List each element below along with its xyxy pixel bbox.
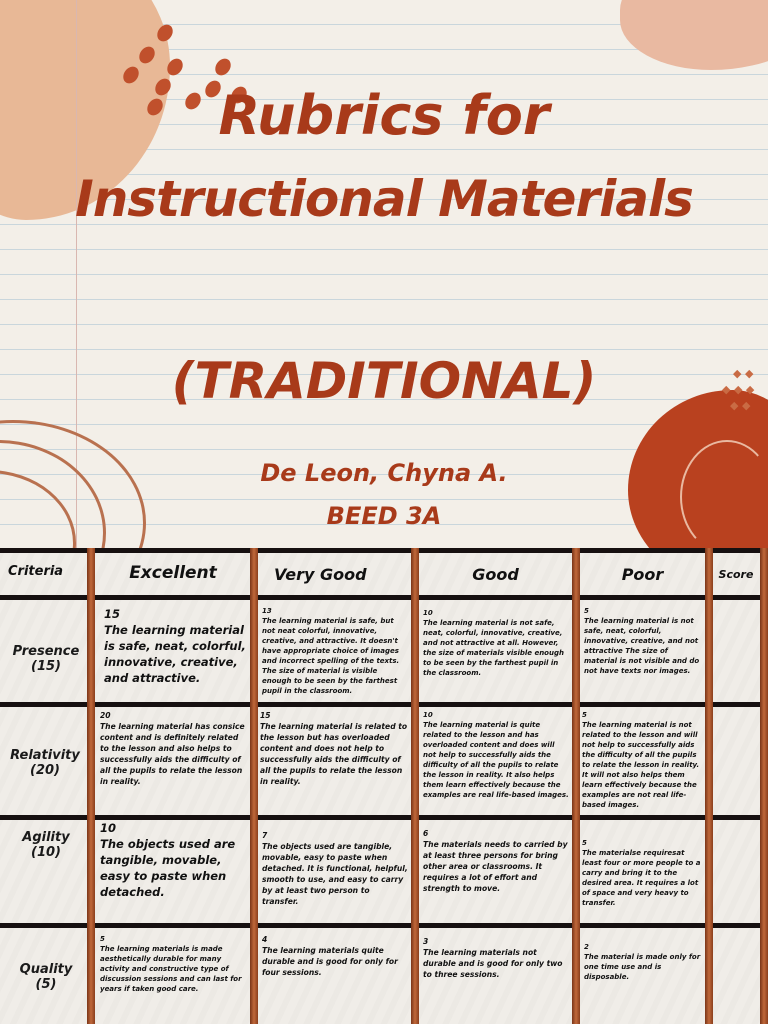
good-cell [423,828,569,894]
cell-description: The learning material is safe, neat, colorful, innovative, creative, and attractive. [104,623,246,685]
decorative-sparkle: ◆ ◆ [730,399,751,412]
cell-description: The learning material is quite related to the lesson and has overloaded content and does will not help to successfully aids the difficulty of all the pupils to relate the lesson in reality. It also helps them learn effectively because the examples are real life-based images. [423,721,569,799]
poor-cell [584,606,702,676]
poor-cell [582,838,703,908]
score-value: 2 [584,943,589,951]
very-good-cell [260,710,408,787]
poor-cell [582,710,703,810]
author-section: BEED 3A [326,502,442,530]
excellent-cell [100,710,248,787]
criteria-relativity [4,748,86,778]
table-rule [0,702,768,707]
cell-description: The learning material has consice content and is definitely related to the lesson and also helps to successfully aids the difficulty of all the pupils to relate the lesson in reality. [100,722,245,786]
cell-description: The learning material is related to the lesson but has overloaded content and does not help to successfully aids the difficulty of all the pupils to relate the lesson in reality. [260,722,408,786]
criteria-label: Agility [22,830,70,845]
table-column-divider [87,548,95,1024]
rubric-table [0,548,768,1024]
excellent-cell [104,606,248,686]
decorative-blob-top-right [620,0,768,70]
table-column-divider [572,548,580,1024]
very-good-cell [262,934,402,978]
score-value: 10 [423,711,433,719]
score-value: 6 [423,829,429,838]
good-cell [423,936,569,980]
header-poor: Poor [621,565,664,584]
cell-description: The objects used are tangible, movable, easy to paste when detached. [100,837,236,899]
cell-description: The learning material is not related to the lesson and will not help to successfully aids the difficulty of all the pupils to relate the lesson in reality. It will not also helps them learn effectively because the examples are not real life-based images. [582,721,700,809]
score-value: 10 [423,609,433,617]
good-cell [423,710,569,800]
header-score: Score [718,568,754,581]
excellent-cell [100,934,248,994]
criteria-presence [6,644,86,674]
excellent-cell [100,820,248,900]
page-title-line-1: Rubrics for [218,84,550,147]
cell-description: The learning materials quite durable and is good for only for four sessions. [262,946,398,977]
criteria-points: (15) [31,659,61,674]
decorative-dot [212,56,234,79]
criteria-label: Relativity [10,748,80,763]
cell-description: The materials needs to carried by at least three persons for bring other area or classrooms. It requires a lot of effort and strength to move. [423,840,568,893]
cell-description: The learning material is not safe, neat, colorful, innovative, creative, and not attractive at all. However, the size of materials visible enough to be seen by the farthest pupil in the classroom. [423,619,564,677]
table-column-divider [411,548,419,1024]
decorative-sparkle: ◆ ◆ ◆ [722,383,755,396]
criteria-points: (20) [30,763,60,778]
score-value: 15 [104,607,121,621]
cell-description: The learning material is not safe, neat, colorful, innovative, creative, and not attractive The size of material is not visible and do not have texts nor images. [584,617,700,675]
score-value: 13 [262,607,272,615]
score-value: 15 [260,711,271,720]
header-very-good: Very Good [274,565,367,584]
very-good-cell [262,606,408,696]
very-good-cell [262,830,408,907]
cell-description: The learning material is safe, but not neat colorful, innovative, creative, and attractive. It doesn't have appropriate choice of images and incorrect spelling of the texts. The size of material is visible enough to be seen by the farthest pupil in the classroom. [262,617,400,695]
good-cell [423,608,569,678]
score-value: 7 [262,831,268,840]
criteria-label: Quality [19,962,73,977]
score-value: 5 [584,607,589,615]
table-rule [0,923,768,928]
decorative-sparkle: ◆ ◆ [733,367,754,380]
score-value: 4 [262,935,268,944]
page-subtitle: (TRADITIONAL) [171,352,597,410]
table-column-divider [705,548,713,1024]
header-excellent: Excellent [129,563,217,583]
criteria-points: (10) [31,845,61,860]
cell-description: The materialse requiresat least four or more people to a carry and bring it to the desired area. It requires a lot of space and very heavy to transfer. [582,849,701,907]
page-title-line-2: Instructional Materials [75,170,693,228]
criteria-points: (5) [35,977,57,992]
criteria-label: Presence [12,644,80,659]
criteria-quality [8,962,84,992]
score-value: 10 [100,821,117,835]
header-criteria: Criteria [8,564,64,579]
score-value: 5 [582,711,587,719]
table-column-divider [250,548,258,1024]
cell-description: The learning materials not durable and is good for only two to three sessions. [423,948,563,979]
score-value: 20 [100,711,111,720]
poor-cell [584,942,702,982]
cell-description: The objects used are tangible, movable, easy to paste when detached. It is functional, helpful, smooth to use, and easy to carry by at least two person to transfer. [262,842,408,906]
cell-description: The learning materials is made aesthetically durable for many activity and constructive type of discussion sessions and can last for years if taken good care. [100,945,242,993]
decorative-curve [680,440,768,548]
header-good: Good [472,565,519,584]
cell-description: The material is made only for one time use and is disposable. [584,953,701,981]
author-name: De Leon, Chyna A. [260,459,508,487]
score-value: 5 [582,839,587,847]
score-value: 3 [423,937,429,946]
score-value: 5 [100,935,105,943]
table-rule [0,548,768,553]
criteria-agility [6,830,86,860]
table-rule [0,595,768,600]
table-column-divider [760,548,768,1024]
